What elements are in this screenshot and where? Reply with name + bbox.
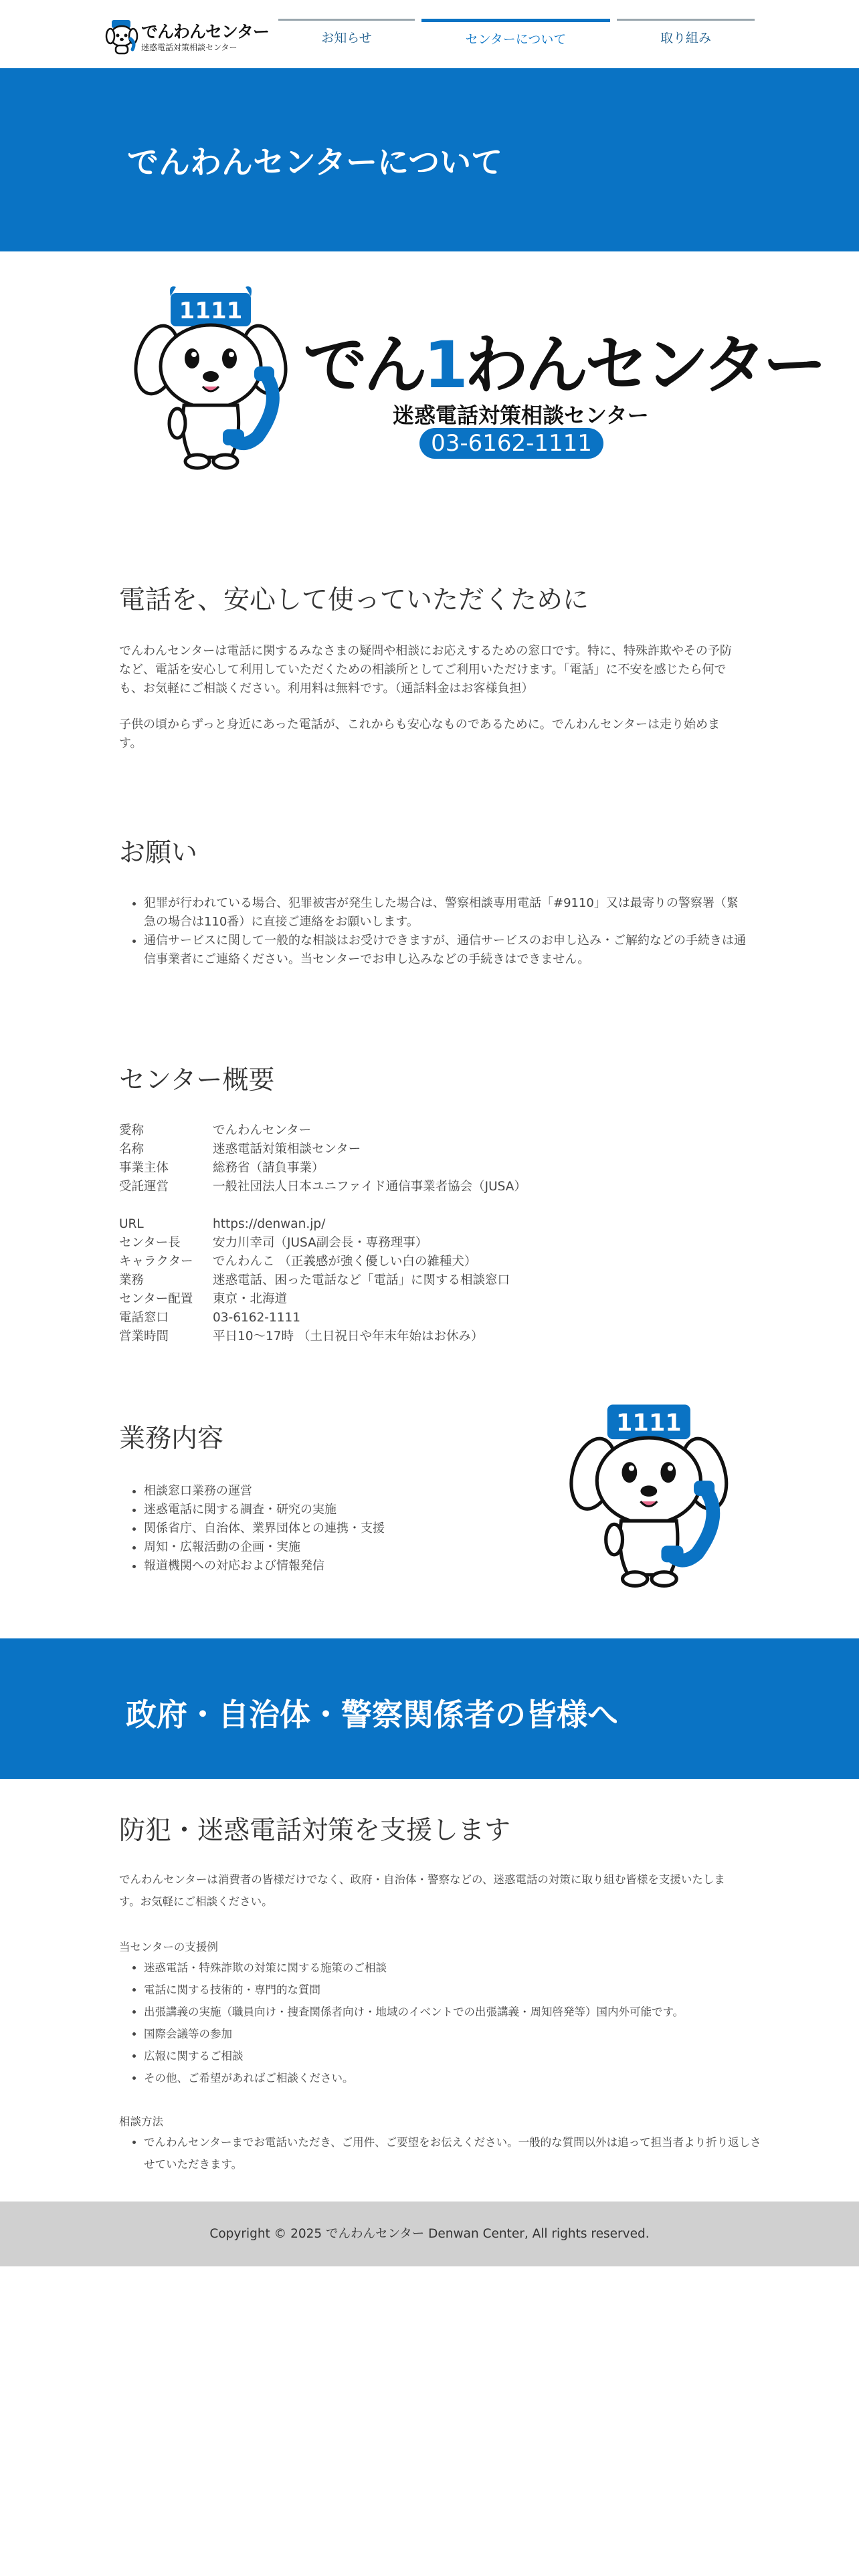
method-list [119, 2131, 766, 2175]
list-item: • 相談窓口業務の運営 [144, 1482, 385, 1501]
nav-news[interactable]: お知らせ [278, 19, 415, 53]
business-heading: 業務内容 [119, 1424, 224, 1454]
copyright: Copyright © 2025 でんわんセンター Denwan Center, All rights reserved. [209, 2227, 650, 2241]
overview-key: 受託運営 [119, 1180, 169, 1194]
government-paragraph: でんわんセンターは消費者の皆様だけでなく、政府・自治体・警察などの、迷惑電話の対策に取り組む皆様を支援いたします。お気軽にご相談ください。 [119, 1873, 725, 1908]
government-heading: 防犯・迷惑電話対策を支援します [119, 1816, 511, 1846]
nav-about[interactable]: センターについて [421, 19, 610, 53]
list-item: • でんわんセンターまでお電話いただき、ご用件、ご要望をお伝えください。一般的な質問以外は追って担当者より折り返しさせていただきます。 [144, 2131, 766, 2175]
list-item: • 周知・広報活動の企画・実施 [144, 1538, 385, 1557]
overview-key: 事業主体 [119, 1161, 169, 1175]
brand-logo-image [130, 286, 823, 480]
overview-value: 03-6162-1111 [213, 1311, 301, 1325]
intro-paragraph-1: でんわんセンターは電話に関するみなさまの疑問や相談にお応えするための窓口です。特に、特殊詐欺やその予防など、電話を安心して利用していただくための相談所としてご利用いただけます。「電話」に不安を感じたら何でも、お気軽にご相談ください。利用料は無料です。（通話料金はお客様負担） [119, 644, 732, 695]
list-item: • 報道機関への対応および情報発信 [144, 1557, 385, 1576]
support-label: 当センターの支援例 [119, 1941, 218, 1953]
list-item: • 国際会議等の参加 [144, 2023, 766, 2045]
method-label: 相談方法 [119, 2115, 163, 2128]
list-item: • 出張講義の実施（職員向け・捜査関係者向け・地域のイベントでの出張講義・周知啓発等）国内外可能です。 [144, 2001, 766, 2023]
overview-value: 一般社団法人日本ユニファイド通信事業者協会（JUSA） [213, 1180, 527, 1194]
site-header [0, 0, 859, 68]
government-banner [0, 1638, 859, 1779]
overview-value: 迷惑電話、困った電話など「電話」に関する相談窓口 [213, 1273, 510, 1287]
overview-key: 電話窓口 [119, 1311, 169, 1325]
dog-logo-icon [104, 19, 140, 55]
overview-heading: センター概要 [119, 1065, 275, 1095]
overview-value: 平日10〜17時 （土日祝日や年末年始はお休み） [213, 1329, 484, 1344]
overview-value: でんわんこ （正義感が強く優しい白の雑種犬） [213, 1255, 477, 1269]
overview-key: センター長 [119, 1236, 181, 1250]
hat-number: 1111 [615, 1409, 682, 1437]
overview-value: 東京・北海道 [213, 1292, 288, 1306]
requests-heading: お願い [119, 838, 198, 868]
brand-name: でん1わんセンター [303, 328, 823, 403]
overview-key: キャラクター [119, 1255, 193, 1269]
site-footer [0, 2202, 859, 2266]
logo-subtitle: 迷惑電話対策相談センター [141, 43, 237, 52]
support-list [119, 1957, 766, 2089]
business-list [119, 1482, 385, 1576]
overview-value: 安力川幸司（JUSA副会長・専務理事） [213, 1236, 428, 1250]
hat-number: 1111 [179, 298, 243, 324]
list-item: • 通信サービスに関して一般的な相談はお受けできますが、通信サービスのお申し込み・ご解約などの手続きは通信事業者にご連絡ください。当センターでお申し込みなどの手続きはできません。 [144, 932, 746, 969]
overview-key: 名称 [119, 1142, 145, 1156]
list-item: • その他、ご希望があればご相談ください。 [144, 2067, 766, 2089]
list-item: • 広報に関するご相談 [144, 2045, 766, 2067]
site-logo[interactable] [104, 19, 271, 55]
brand-subtitle: 迷惑電話対策相談センター [393, 403, 649, 428]
overview-key: センター配置 [119, 1292, 193, 1306]
logo-name: でんわんセンター [141, 22, 270, 41]
list-item: • 迷惑電話・特殊詐欺の対策に関する施策のご相談 [144, 1957, 766, 1979]
list-item: • 迷惑電話に関する調査・研究の実施 [144, 1501, 385, 1519]
dog-mascot-icon [565, 1398, 739, 1598]
requests-list [119, 894, 746, 969]
overview-value: 迷惑電話対策相談センター [213, 1142, 361, 1156]
overview-url-link[interactable]: https://denwan.jp/ [213, 1217, 326, 1231]
overview-key: 業務 [119, 1273, 145, 1287]
overview-key: URL [119, 1217, 144, 1231]
overview-value: 総務省（請負事業） [213, 1161, 324, 1175]
overview-key: 営業時間 [119, 1329, 169, 1344]
brand-phone: 03-6162-1111 [419, 428, 603, 459]
list-item: • 犯罪が行われている場合、犯罪被害が発生した場合は、警察相談専用電話「#9110」又は最寄りの警察署（緊急の場合は110番）に直接ご連絡をお願いします。 [144, 894, 746, 932]
list-item: • 電話に関する技術的・専門的な質問 [144, 1979, 766, 2001]
government-banner-title: 政府・自治体・警察関係者の皆様へ [126, 1697, 618, 1733]
hero-banner [0, 68, 859, 251]
page-title: でんわんセンターについて [127, 144, 503, 181]
intro-heading: 電話を、安心して使っていただくために [119, 585, 589, 615]
overview-key: 愛称 [119, 1123, 145, 1138]
list-item: • 関係省庁、自治体、業界団体との連携・支援 [144, 1519, 385, 1538]
dog-mascot-icon [130, 286, 298, 480]
overview-value: でんわんセンター [213, 1123, 312, 1138]
nav-initiatives[interactable]: 取り組み [617, 19, 755, 53]
intro-paragraph-2: 子供の頃からずっと身近にあった電話が、これからも安心なものであるために。でんわんセンターは走り始めます。 [119, 718, 721, 750]
